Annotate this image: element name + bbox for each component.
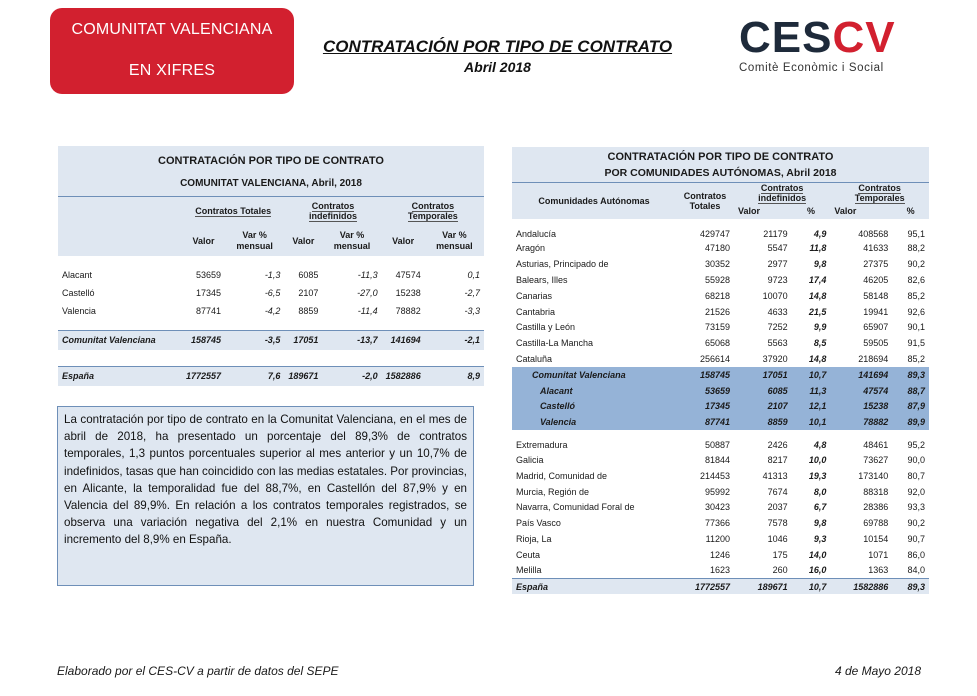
group-header-totales: Contratos Totales — [195, 206, 272, 217]
left-table-subtitle: COMUNITAT VALENCIANA, Abril, 2018 — [58, 172, 484, 196]
table-row: Alacant 53659 -1,3 6085 -11,3 47574 0,1 — [62, 270, 480, 280]
group-header-indefinidos: Contratos indefinidos — [308, 201, 357, 222]
summary-text: La contratación por tipo de contrato en la Comunitat Valenciana, en el mes de abril de 2018, ha presentado un porcentaje del 89,3% de contratos temporales, 1,3 puntos porcentuales superior al mes anterior y un 10,7% de indefinidos, tasas que han coincidido con las medias estatales. Por provincias, en Alicante, la temporalidad fue del 88,7%, en Castellón del 87,9% y en Valencia del 89,9%. En relación a los contratos temporales registrados, se observa una variación negativa del 2,1% en nuestra Comunidad y un incremento del 8,9% en España. — [57, 406, 474, 586]
col-valor: Valor — [192, 235, 215, 246]
regional-contracts-table — [58, 146, 484, 386]
col-valor: Valor — [392, 235, 415, 246]
total-row-cv: Comunitat Valenciana 158745 -3,5 17051 -13,7 141694 -2,1 — [58, 330, 484, 350]
table-row: Castelló 17345 2107 12,1 15238 87,9 — [512, 398, 929, 414]
table-row: Castilla-La Mancha 65068 5563 8,5 59505 91,5 — [516, 338, 925, 349]
table-row: Valencia 87741 -4,2 8859 -11,4 78882 -3,3 — [62, 306, 480, 316]
col-var: Var % mensual — [333, 230, 371, 251]
table-row: Comunitat Valenciana 158745 17051 10,7 141694 89,3 — [512, 367, 929, 383]
total-row-spain: España 1772557 189671 10,7 1582886 89,3 — [512, 578, 929, 594]
logo-tagline: Comitè Econòmic i Social — [739, 62, 884, 74]
table-row: País Vasco 77366 7578 9,8 69788 90,2 — [516, 518, 925, 529]
table-row: Asturias, Principado de 30352 2977 9,8 27375 90,2 — [516, 259, 925, 270]
col-pct: % — [906, 205, 915, 216]
region-badge — [50, 8, 294, 94]
table-row: Madrid, Comunidad de 214453 41313 19,3 173140 80,7 — [516, 470, 925, 481]
col-comunidades: Comunidades Autónomas — [538, 195, 650, 206]
col-valor: Valor — [834, 205, 857, 216]
table-row: Rioja, La 11200 1046 9,3 10154 90,7 — [516, 533, 925, 544]
table-row: Castelló 17345 -6,5 2107 -27,0 15238 -2,7 — [62, 288, 480, 298]
table-row: Galicia 81844 8217 10,0 73627 90,0 — [516, 454, 925, 465]
document-header — [300, 37, 695, 75]
group-header-temporales: Contratos Temporales — [407, 201, 458, 222]
col-temporales: Contratos Temporales — [854, 182, 905, 203]
col-var: Var % mensual — [436, 230, 473, 251]
table-row: Alacant 53659 6085 11,3 47574 88,7 — [512, 383, 929, 399]
right-table-subtitle: POR COMUNIDADES AUTÓNOMAS, Abril 2018 — [512, 165, 929, 182]
table-row: Castilla y León 73159 7252 9,9 65907 90,1 — [516, 322, 925, 333]
table-row: Valencia 87741 8859 10,1 78882 89,9 — [512, 414, 929, 430]
ces-cv-logo — [739, 13, 929, 76]
footer-date: 4 de Mayo 2018 — [834, 664, 921, 678]
col-valor: Valor — [738, 205, 761, 216]
table-row: Andalucía 429747 21179 4,9 408568 95,1 — [516, 228, 925, 239]
table-row: Ceuta 1246 175 14,0 1071 86,0 — [516, 549, 925, 560]
table-row: Canarias 68218 10070 14,8 58148 85,2 — [516, 290, 925, 301]
col-var: Var % mensual — [236, 230, 273, 251]
table-row: Cantabria 21526 4633 21,5 19941 92,6 — [516, 306, 925, 317]
badge-line-1: COMUNITAT VALENCIANA — [71, 21, 273, 38]
col-totales: Contratos Totales — [683, 190, 727, 211]
table-row: Balears, Illes 55928 9723 17,4 46205 82,6 — [516, 274, 925, 285]
col-pct: % — [807, 205, 816, 216]
logo-ces: CES — [739, 13, 833, 62]
col-valor: Valor — [292, 235, 315, 246]
col-indefinidos: Contratos indefinidos — [758, 182, 807, 203]
page-title: CONTRATACIÓN POR TIPO DE CONTRATO — [322, 37, 673, 56]
table-row: Navarra, Comunidad Foral de 30423 2037 6,7 28386 93,3 — [516, 502, 925, 513]
page-subtitle: Abril 2018 — [464, 59, 531, 75]
total-row-spain: España 1772557 7,6 189671 -2,0 1582886 8,9 — [58, 366, 484, 386]
logo-cv: CV — [832, 13, 896, 62]
autonomous-communities-table — [512, 147, 929, 594]
right-table-title: CONTRATACIÓN POR TIPO DE CONTRATO — [607, 151, 834, 163]
table-row: Extremadura 50887 2426 4,8 48461 95,2 — [516, 440, 925, 451]
table-row: Melilla 1623 260 16,0 1363 84,0 — [516, 565, 925, 576]
footer-source: Elaborado por el CES-CV a partir de datos del SEPE — [57, 664, 339, 678]
badge-line-2: EN XIFRES — [128, 62, 216, 79]
table-row: Cataluña 256614 37920 14,8 218694 85,2 — [516, 353, 925, 364]
table-row: Aragón 47180 5547 11,8 41633 88,2 — [516, 243, 925, 254]
left-table-title: CONTRATACIÓN POR TIPO DE CONTRATO — [158, 155, 384, 167]
table-row: Murcia, Región de 95992 7674 8,0 88318 92,0 — [516, 486, 925, 497]
